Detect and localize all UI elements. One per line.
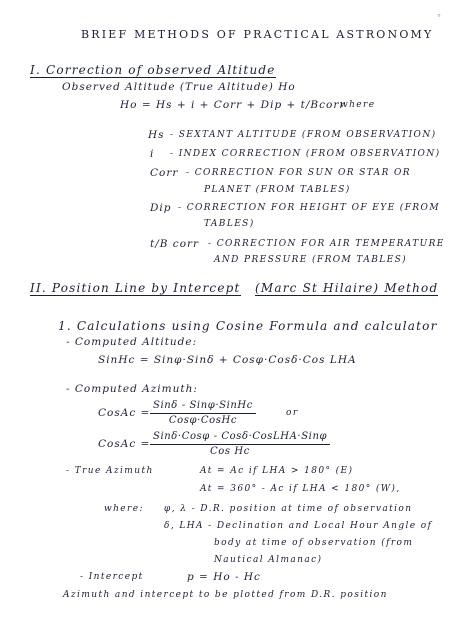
cosac-numerator: Sinδ - Sinφ·SinHc bbox=[150, 401, 256, 414]
where-line-4: Nautical Almanac) bbox=[214, 555, 323, 565]
cosac-fraction bbox=[150, 401, 256, 426]
def-term-dip: Dip bbox=[150, 202, 172, 214]
def-text-tbcorr-cont: AND PRESSURE (FROM TABLES) bbox=[214, 255, 408, 265]
section-2-heading: II. Position Line by Intercept bbox=[30, 281, 241, 295]
cosac2-denominator: Cos Hc bbox=[210, 446, 250, 457]
def-text-dip: - CORRECTION FOR HEIGHT OF EYE (FROM bbox=[178, 203, 440, 213]
def-term-hs: Hs bbox=[148, 129, 165, 141]
intercept-formula: p = Ho - Hc bbox=[187, 571, 261, 583]
def-term-i: i bbox=[150, 148, 155, 160]
intercept-label: - Intercept bbox=[80, 572, 144, 582]
corner-mark: ° bbox=[437, 13, 441, 22]
def-text-hs: - SEXTANT ALTITUDE (FROM OBSERVATION) bbox=[170, 130, 437, 140]
def-text-corr: - CORRECTION FOR SUN OR STAR OR bbox=[186, 168, 411, 178]
where-line-2: δ, LHA - Declination and Local Hour Angle of bbox=[164, 521, 433, 531]
def-term-corr: Corr bbox=[150, 167, 179, 179]
def-text-i: - INDEX CORRECTION (FROM OBSERVATION) bbox=[170, 149, 441, 159]
section-2-heading-tail: (Marc St Hilaire) Method bbox=[255, 281, 439, 295]
computed-azimuth-label: - Computed Azimuth: bbox=[66, 383, 198, 395]
or-label: or bbox=[286, 408, 299, 418]
true-azimuth-west: At = 360° - Ac if LHA < 180° (W), bbox=[200, 484, 401, 494]
where-colon-label: where: bbox=[104, 504, 144, 514]
def-text-tbcorr: - CORRECTION FOR AIR TEMPERATURE bbox=[208, 239, 445, 249]
ho-formula: Ho = Hs + i + Corr + Dip + t/Bcorr bbox=[120, 99, 346, 111]
computed-altitude-label: - Computed Altitude: bbox=[66, 336, 198, 348]
section-1-heading: I. Correction of observed Altitude bbox=[30, 63, 276, 77]
page-title: BRIEF METHODS OF PRACTICAL ASTRONOMY bbox=[81, 28, 434, 41]
where-label: where bbox=[340, 100, 376, 110]
true-azimuth-label: - True Azimuth bbox=[66, 466, 154, 476]
observed-altitude-line: Observed Altitude (True Altitude) Ho bbox=[62, 81, 296, 93]
cosac-denominator: Cosφ·CosHc bbox=[168, 415, 238, 426]
footer-note: Azimuth and intercept to be plotted from D.R. position bbox=[63, 590, 388, 600]
subheading-calculations: 1. Calculations using Cosine Formula and calculator bbox=[58, 319, 438, 333]
cosac-lhs: CosAc = bbox=[98, 407, 151, 419]
cosac2-numerator: Sinδ·Cosφ - Cosδ·CosLHA·Sinφ bbox=[150, 432, 330, 445]
where-line-1: φ, λ - D.R. position at time of observation bbox=[164, 504, 413, 514]
where-line-3: body at time of observation (from bbox=[214, 538, 414, 548]
sinhc-formula: SinHc = Sinφ·Sinδ + Cosφ·Cosδ·Cos LHA bbox=[98, 354, 357, 366]
cosac2-lhs: CosAc = bbox=[98, 438, 151, 450]
def-text-dip-cont: TABLES) bbox=[204, 219, 255, 229]
cosac2-fraction bbox=[150, 432, 330, 457]
def-text-corr-cont: PLANET (FROM TABLES) bbox=[204, 185, 351, 195]
def-term-tbcorr: t/B corr bbox=[150, 238, 200, 250]
true-azimuth-east: At = Ac if LHA > 180° (E) bbox=[200, 466, 354, 476]
